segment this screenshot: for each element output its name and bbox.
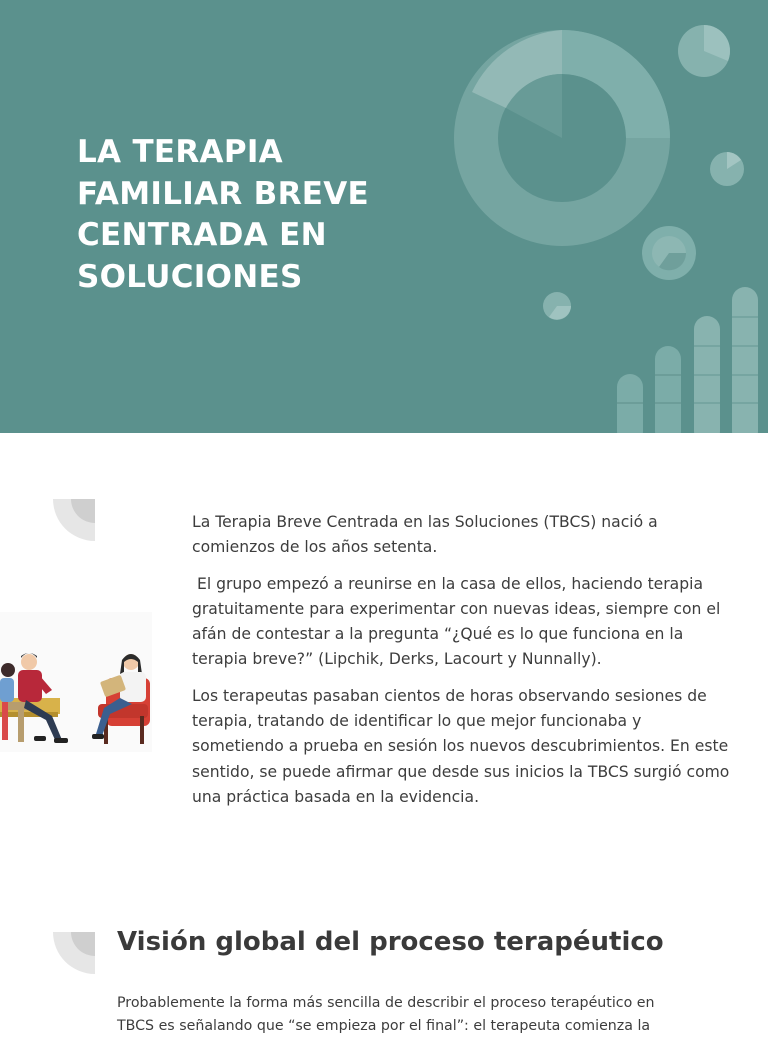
intro-paragraph: El grupo empezó a reunirse en la casa de ellos, haciendo terapia gratuitamente para experimentar con nuevas ideas, siempre con el afán de contestar a la pregunta “¿Qué es lo que funciona en la terapia breve?” (Lipchik, Derks, Lacourt y Nunnally). — [192, 574, 726, 669]
page-title: LA TERAPIA FAMILIAR BREVE CENTRADA EN SOLUCIONES — [77, 134, 369, 295]
corner-mark-icon — [53, 499, 95, 541]
section-heading: Visión global del proceso terapéutico — [117, 927, 664, 957]
intro-paragraph: La Terapia Breve Centrada en las Soluciones (TBCS) nació a comienzos de los años setenta. — [192, 513, 658, 557]
family-therapy-illustration — [0, 612, 152, 752]
decor-bar-2 — [655, 346, 681, 433]
corner-mark-icon — [53, 932, 95, 974]
intro-text — [192, 510, 732, 821]
hero-banner — [0, 0, 768, 433]
decor-donut-light — [562, 30, 670, 138]
decor-bar-4 — [732, 287, 758, 433]
section-paragraph: Probablemente la forma más sencilla de describir el proceso terapéutico en TBCS es señalando que “se empieza por el final”: el terapeuta comienza la — [117, 995, 655, 1034]
decor-bars — [617, 287, 758, 433]
intro-paragraph: Los terapeutas pasaban cientos de horas observando sesiones de terapia, tratando de identificar lo que mejor funcionaba y sometiendo a prueba en sesión los nuevos descubrimientos. En este sentido, se puede afirmar que desde sus inicios la TBCS surgió como una práctica basada en la evidencia. — [192, 686, 730, 806]
